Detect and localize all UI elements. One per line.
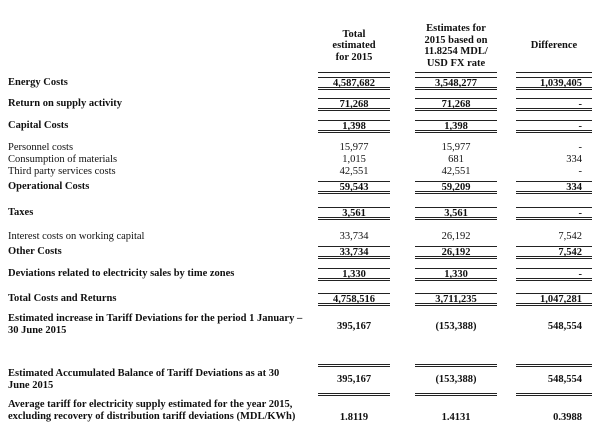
row-total: 1,398 xyxy=(318,120,390,133)
header-total xyxy=(318,20,390,73)
row-difference: 1,047,281 xyxy=(516,293,592,306)
row-total: 1,330 xyxy=(318,268,390,281)
row-label: Estimated Accumulated Balance of Tariff Deviations as at 30 June 2015 xyxy=(8,368,280,391)
row-total: 4,758,516 xyxy=(318,293,390,306)
row-total: 33,734 xyxy=(339,231,369,242)
divider xyxy=(516,364,592,367)
row-label: Estimated increase in Tariff Deviations for the period 1 January – 30 June 2015 xyxy=(8,313,303,336)
divider xyxy=(415,364,497,367)
divider xyxy=(318,364,390,367)
divider xyxy=(318,393,390,396)
row-total: 1,015 xyxy=(342,154,366,165)
row-total: 33,734 xyxy=(318,246,390,259)
header-total-line: for 2015 xyxy=(335,51,373,63)
row-difference: 7,542 xyxy=(516,246,592,259)
row-estimates: 71,268 xyxy=(415,98,497,111)
row-estimates: 1.4131 xyxy=(441,412,471,423)
row-difference: 7,542 xyxy=(558,231,582,242)
row-total: 1.8119 xyxy=(339,412,369,423)
row-total: 395,167 xyxy=(336,321,372,332)
row-estimates: 15,977 xyxy=(441,142,471,153)
row-estimates: 1,330 xyxy=(415,268,497,281)
row-total: 71,268 xyxy=(318,98,390,111)
row-label: Other Costs xyxy=(8,246,62,257)
row-total: 3,561 xyxy=(318,207,390,220)
row-label: Deviations related to electricity sales by time zones xyxy=(8,268,235,279)
header-estimates-line: 2015 based on xyxy=(424,34,488,46)
row-label: Interest costs on working capital xyxy=(8,231,145,242)
row-label: Taxes xyxy=(8,207,34,218)
header-estimates xyxy=(415,20,497,73)
row-estimates: 681 xyxy=(448,154,464,165)
row-estimates: 26,192 xyxy=(415,246,497,259)
row-difference: 334 xyxy=(516,181,592,194)
row-difference: 1,039,405 xyxy=(516,77,592,90)
row-total: 395,167 xyxy=(336,374,372,385)
row-estimates: (153,388) xyxy=(435,321,477,332)
header-difference-label: Difference xyxy=(530,40,578,52)
divider xyxy=(516,393,592,396)
row-label: Return on supply activity xyxy=(8,98,123,109)
row-label: Average tariff for electricity supply estimated for the year 2015, excluding recovery of distribution tariff deviations (MDL/KWh) xyxy=(8,399,296,422)
row-total: 15,977 xyxy=(339,142,369,153)
header-estimates-line: 11.8254 MDL/ xyxy=(424,46,488,57)
row-difference: - xyxy=(516,98,592,111)
header-total-line: estimated xyxy=(332,40,376,52)
row-difference: 548,554 xyxy=(547,374,582,385)
header-estimates-line: USD FX rate xyxy=(426,57,486,69)
row-total: 4,587,682 xyxy=(318,77,390,90)
row-label: Total Costs and Returns xyxy=(8,293,117,304)
row-estimates: (153,388) xyxy=(435,374,477,385)
row-difference: - xyxy=(516,207,592,220)
row-difference: 0.3988 xyxy=(553,412,582,423)
row-estimates: 1,398 xyxy=(415,120,497,133)
row-difference: - xyxy=(578,166,582,177)
row-estimates: 26,192 xyxy=(441,231,471,242)
row-total: 42,551 xyxy=(339,166,369,177)
row-estimates: 3,548,277 xyxy=(415,77,497,90)
row-label: Third party services costs xyxy=(8,166,116,177)
header-difference xyxy=(516,20,592,73)
row-label: Energy Costs xyxy=(8,77,68,88)
divider xyxy=(415,393,497,396)
row-label: Consumption of materials xyxy=(8,154,118,165)
row-label: Capital Costs xyxy=(8,120,69,131)
row-total: 59,543 xyxy=(318,181,390,194)
row-estimates: 3,561 xyxy=(415,207,497,220)
row-difference: - xyxy=(516,268,592,281)
row-label: Operational Costs xyxy=(8,181,90,192)
row-estimates: 3,711,235 xyxy=(415,293,497,306)
row-label: Personnel costs xyxy=(8,142,74,153)
row-estimates: 42,551 xyxy=(441,166,471,177)
row-estimates: 59,209 xyxy=(415,181,497,194)
header-total-line: Total xyxy=(342,28,366,40)
header-estimates-line: Estimates for xyxy=(426,23,486,34)
row-difference: - xyxy=(516,120,592,133)
row-difference: - xyxy=(578,142,582,153)
row-difference: 334 xyxy=(566,154,582,165)
row-difference: 548,554 xyxy=(547,321,582,332)
